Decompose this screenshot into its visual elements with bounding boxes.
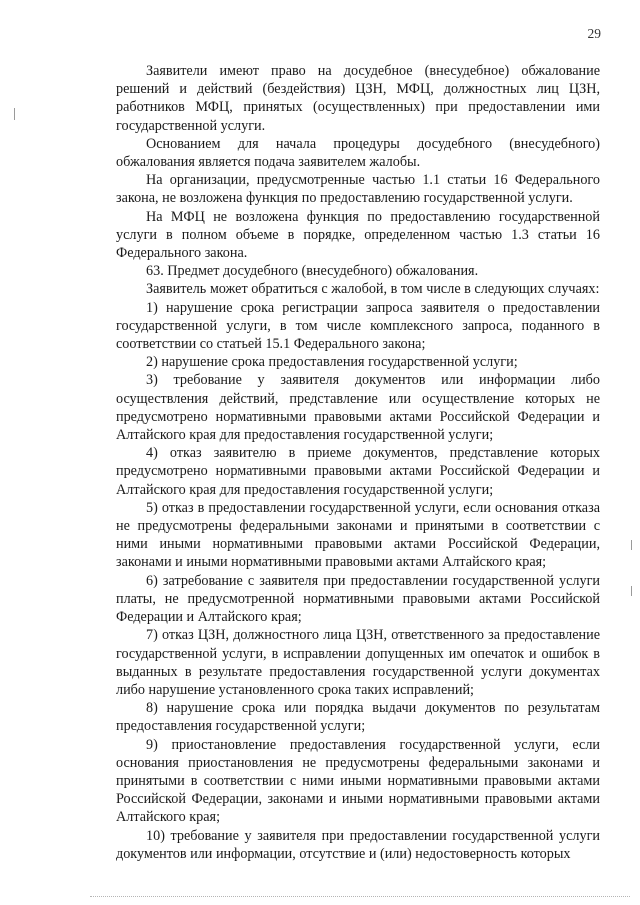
list-item-5: 5) отказ в предоставлении государственной услуги, если основания отказа не предусмотрены федеральными законами и принятыми в соответствии с ними иными нормативными правовыми актами Российской Федерации, законами и иными нормативными правовыми актами Алтайского края; xyxy=(116,499,600,571)
paragraph-grounds-for-appeal: Основанием для начала процедуры досудебного (внесудебного) обжалования является подача заявителем жалобы. xyxy=(116,135,600,171)
paragraph-organizations-not-assigned: На организации, предусмотренные частью 1.1 статьи 16 Федерального закона, не возложена функция по предоставлению государственной услуги. xyxy=(116,172,600,207)
list-item-9: 9) приостановление предоставления государственной услуги, если основания приостановления не предусмотрены федеральными законами и принятыми в соответствии с ними иными нормативными правовыми актами Российской Федерации, законами и иными нормативными правовыми актами Алтайского края; xyxy=(116,736,600,826)
paragraph-mfc-not-assigned: На МФЦ не возложена функция по предоставлению государственной услуги в полном объеме в порядке, определенном частью 1.3 статьи 16 Федерального закона. xyxy=(116,208,600,262)
paragraph-right-to-appeal: Заявители имеют право на досудебное (внесудебное) обжалование решений и действий (бездействия) ЦЗН, МФЦ, должностных лиц ЦЗН, работников МФЦ, принятых (осуществленных) при предоставлении ими государственной услуги. xyxy=(116,63,600,134)
list-item-10: 10) требование у заявителя при предоставлении государственной услуги документов или информации, отсутствие и (или) недостоверность которых xyxy=(116,827,600,862)
scan-bottom-edge xyxy=(90,896,630,898)
list-item-4: 4) отказ заявителю в приеме документов, представление которых предусмотрено нормативными правовыми актами Российской Федерации и Алтайского края для предоставления государственной услуги; xyxy=(116,445,600,498)
scan-mark-left xyxy=(14,108,15,120)
list-item-3: 3) требование у заявителя документов или информации либо осуществления действий, представление или осуществление которых не предусмотрено нормативными правовыми актами Российской Федерации и Алтайского края для предоставления государственной услуги; xyxy=(116,372,600,444)
list-item-8: 8) нарушение срока или порядка выдачи документов по результатам предоставления государственной услуги; xyxy=(116,700,600,735)
scan-mark-right-lower xyxy=(631,586,632,596)
list-item-6: 6) затребование с заявителя при предоставлении государственной услуги платы, не предусмотренной нормативными правовыми актами Российской Федерации и Алтайского края; xyxy=(116,572,600,626)
list-item-2: 2) нарушение срока предоставления государственной услуги; xyxy=(146,354,518,371)
section-heading-63: 63. Предмет досудебного (внесудебного) обжалования. xyxy=(146,263,479,280)
paragraph-cases-intro: Заявитель может обратиться с жалобой, в том числе в следующих случаях: xyxy=(146,281,600,298)
scan-mark-right-upper xyxy=(631,540,632,550)
document-body xyxy=(116,62,600,863)
list-item-7: 7) отказ ЦЗН, должностного лица ЦЗН, ответственного за предоставление государственной услуги, в исправлении допущенных им опечаток и ошибок в выданных в результате предоставления государственной услуги документах либо нарушение установленного срока таких исправлений; xyxy=(116,627,600,698)
list-item-1: 1) нарушение срока регистрации запроса заявителя о предоставлении государственной услуги, в том числе комплексного запроса, поданного в соответствии со статьей 15.1 Федерального закона; xyxy=(116,299,600,353)
page-number: 29 xyxy=(587,26,601,41)
